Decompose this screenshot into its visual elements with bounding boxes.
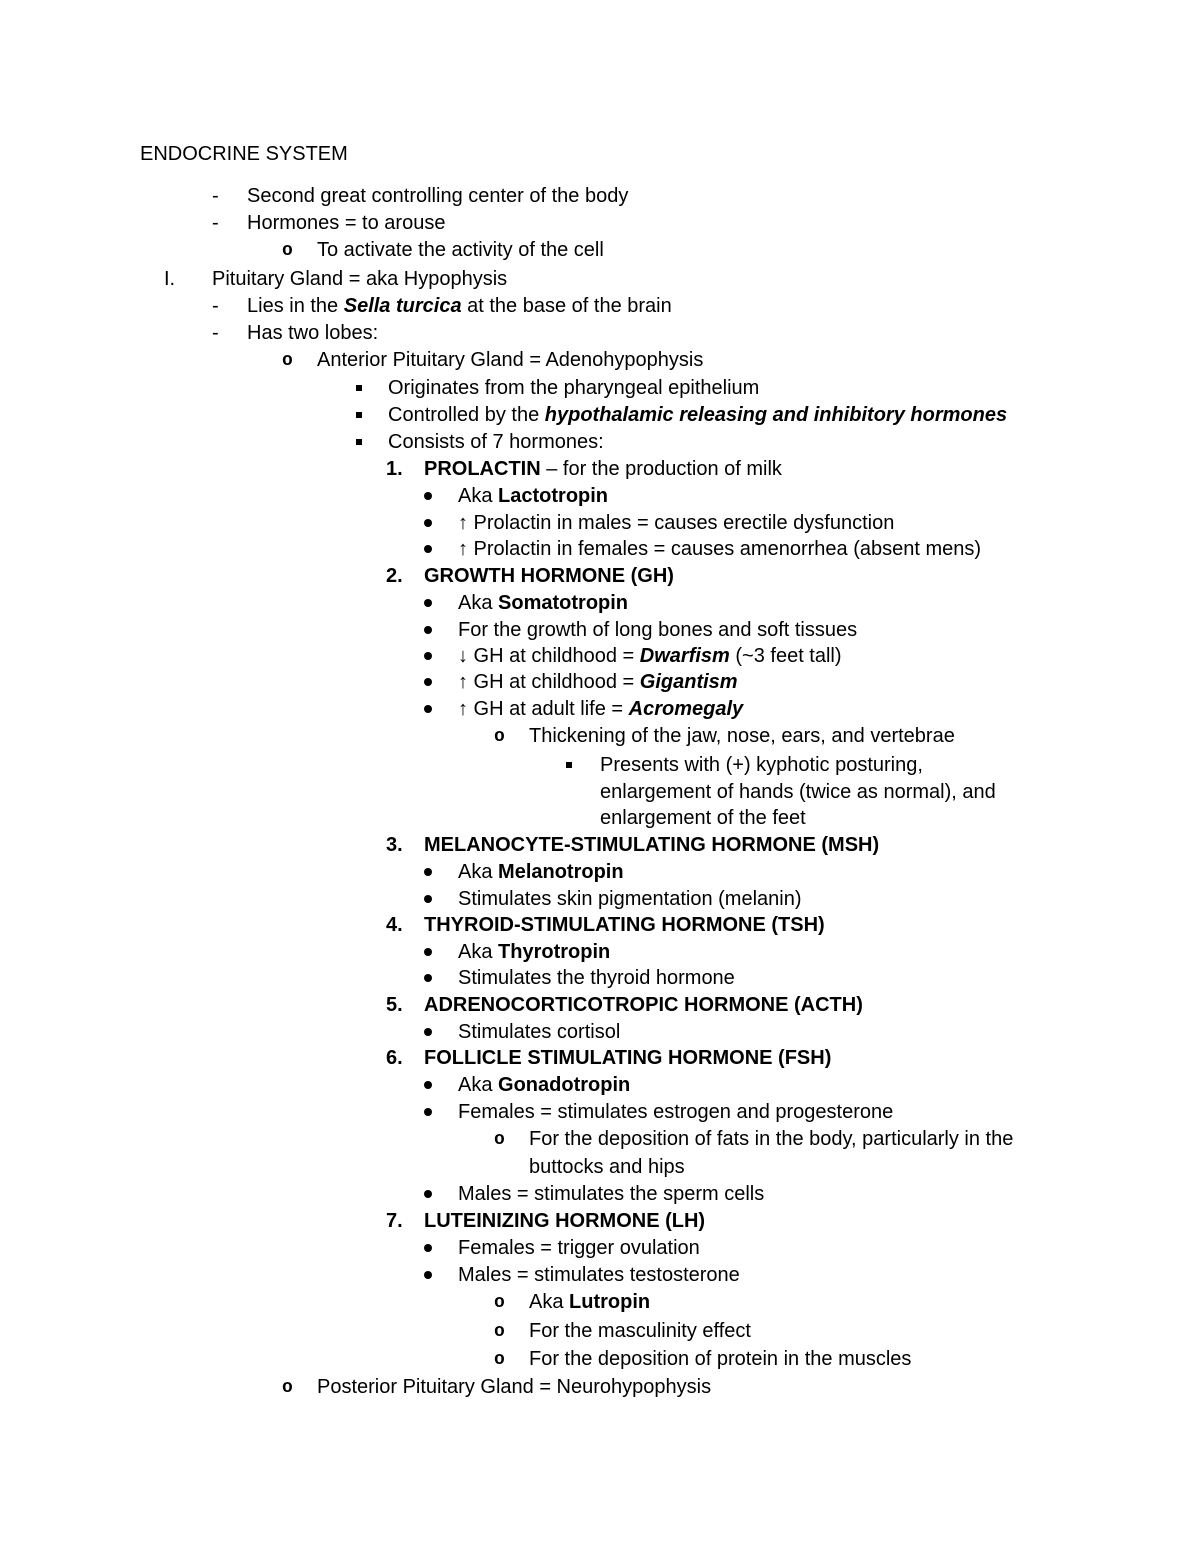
dot-bullet-icon [424,492,432,500]
dot-bullet-icon [424,1244,432,1252]
dot-bullet-icon [424,974,432,982]
dash-marker: - [212,295,219,317]
circle-bullet-icon: o [494,1350,505,1370]
dot-bullet-icon [424,652,432,660]
dot-bullet-icon [424,1108,432,1116]
dot-bullet-icon [424,948,432,956]
dot-bullet-icon [424,705,432,713]
dot-bullet-icon [424,678,432,686]
dash-marker: - [212,185,219,207]
dot-bullet-icon [424,626,432,634]
square-bullet-icon [566,762,572,768]
circle-bullet-icon: o [494,1130,505,1150]
dot-bullet-icon [424,599,432,607]
circle-bullet-icon: o [282,1378,293,1398]
circle-bullet-icon: o [494,1293,505,1313]
square-bullet-icon [356,385,362,391]
dot-bullet-icon [424,895,432,903]
circle-bullet-icon: o [282,351,293,371]
dot-bullet-icon [424,868,432,876]
dot-bullet-icon [424,545,432,553]
dot-bullet-icon [424,1190,432,1198]
dot-bullet-icon [424,519,432,527]
dot-bullet-icon [424,1028,432,1036]
dash-marker: - [212,212,219,234]
dot-bullet-icon [424,1081,432,1089]
circle-bullet-icon: o [282,241,293,261]
document-page: ENDOCRINE SYSTEM - Second great controlling center of the body - Hormones = to arouse o To activate the activity of the cell I. Pituitary Gland = aka Hypophysis - Lies in the Sella turcica at the base of the brain - Has two lobes: o Anterior Pituitary Gland = Adenohypophysis Originates from the pharyngeal epithelium Controlled by the hypothalamic releasing and inhibitory hormones Consists of 7 hormones: 1. PROLACTIN – for the production of milk Aka Lactotropin ↑ Prolactin in males = causes erectile dysfunction ↑ Prolactin in females = causes amenorrhea (absent mens) 2. GROWTH HORMONE (GH) Aka Somatotropin For the growth of long bones and soft tissues ↓ GH at childhood = Dwarfism (~3 feet tall) ↑ GH at childhood = Gigantism ↑ GH at adult life = Acromegaly o Thickening of the jaw, nose, ears, and vertebrae Presents with (+) kyphotic posturing, enlargement of hands (twice as normal), and enlargement of the feet 3. MELANOCYTE-STIMULATING HORMONE (MSH) Aka Melanotropin Stimulates skin pigmentation (melanin) 4. THYROID-STIMULATING HORMONE (TSH) Aka Thyrotropin Stimulates the thyroid hormone 5. ADRENOCORTICOTROPIC HORMONE (ACTH) Stimulates cortisol 6. FOLLICLE STIMULATING HORMONE (FSH) Aka Gonadotropin Females = stimulates estrogen and progesterone o For the deposition of fats in the body, particularly in the buttocks and hips Males = stimulates the sperm cells 7. LUTEINIZING HORMONE (LH) Females = trigger ovulation Males = stimulates testosterone o Aka Lutropin o For the masculinity effect o For the deposition of protein in the muscles o Posterior Pituitary Gland = Neurohypophysis [0,0,1200,1553]
square-bullet-icon [356,412,362,418]
circle-bullet-icon: o [494,727,505,747]
square-bullet-icon [356,439,362,445]
dash-marker: - [212,322,219,344]
circle-bullet-icon: o [494,1322,505,1342]
dot-bullet-icon [424,1271,432,1279]
